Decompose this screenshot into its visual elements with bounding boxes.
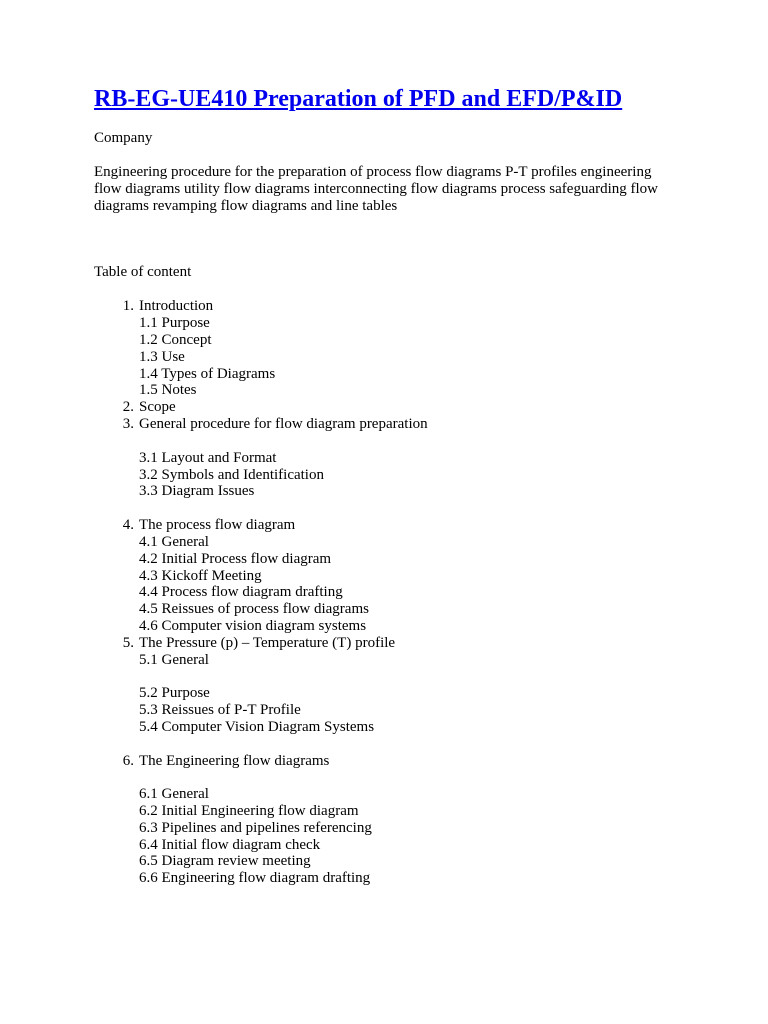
toc-subsection: 1.1 Purpose	[139, 315, 210, 331]
toc-subsection: 4.5 Reissues of process flow diagrams	[139, 601, 369, 617]
toc-subsection: 6.1 General	[139, 786, 209, 802]
toc-subsection: 1.3 Use	[139, 349, 185, 365]
toc-number: 5.	[122, 635, 134, 651]
toc-subsection: 4.3 Kickoff Meeting	[139, 568, 262, 584]
toc-subsection: 4.6 Computer vision diagram systems	[139, 618, 367, 634]
toc-subsection: 3.3 Diagram Issues	[139, 483, 255, 499]
toc-subsection: 3.2 Symbols and Identification	[139, 467, 324, 483]
toc-heading: Table of content	[94, 264, 192, 280]
toc-subsection: 6.4 Initial flow diagram check	[139, 837, 321, 853]
toc-subsection: 6.6 Engineering flow diagram drafting	[139, 870, 371, 886]
toc-subsection: 5.1 General	[139, 652, 209, 668]
toc-subsection: 1.4 Types of Diagrams	[139, 366, 276, 382]
toc-number: 1.	[122, 298, 134, 314]
toc-subsection: 3.1 Layout and Format	[139, 450, 277, 466]
toc-subsection: 4.2 Initial Process flow diagram	[139, 551, 332, 567]
document-description	[94, 164, 694, 215]
toc-number: 4.	[122, 517, 134, 533]
toc-subsection: 6.3 Pipelines and pipelines referencing	[139, 820, 372, 836]
description-line: diagrams revamping flow diagrams and line tables	[94, 198, 398, 214]
toc-number: 6.	[122, 753, 134, 769]
toc-subsection: 5.3 Reissues of P-T Profile	[139, 702, 301, 718]
toc-label: The process flow diagram	[139, 517, 296, 533]
toc-number: 3.	[122, 416, 134, 432]
description-line: flow diagrams utility flow diagrams interconnecting flow diagrams process safeguarding flow	[94, 181, 659, 197]
toc-label: The Pressure (p) – Temperature (T) profile	[139, 635, 396, 651]
toc-subsection: 4.4 Process flow diagram drafting	[139, 584, 343, 600]
company-label: Company	[94, 130, 153, 146]
toc-subsection: 5.4 Computer Vision Diagram Systems	[139, 719, 375, 735]
toc-label: The Engineering flow diagrams	[139, 753, 330, 769]
toc-subsection: 4.1 General	[139, 534, 209, 550]
toc-subsection: 5.2 Purpose	[139, 685, 210, 701]
description-line: Engineering procedure for the preparation of process flow diagrams P-T profiles engineering	[94, 164, 652, 180]
toc-label: Scope	[139, 399, 176, 415]
toc-label: Introduction	[139, 298, 214, 314]
document-title-link[interactable]: RB-EG-UE410 Preparation of PFD and EFD/P&ID	[94, 86, 623, 112]
toc-subsection: 6.2 Initial Engineering flow diagram	[139, 803, 359, 819]
toc-label: General procedure for flow diagram preparation	[139, 416, 428, 432]
toc-number: 2.	[122, 399, 134, 415]
toc-subsection: 1.2 Concept	[139, 332, 212, 348]
toc-subsection: 6.5 Diagram review meeting	[139, 853, 311, 869]
toc-subsection: 1.5 Notes	[139, 382, 197, 398]
